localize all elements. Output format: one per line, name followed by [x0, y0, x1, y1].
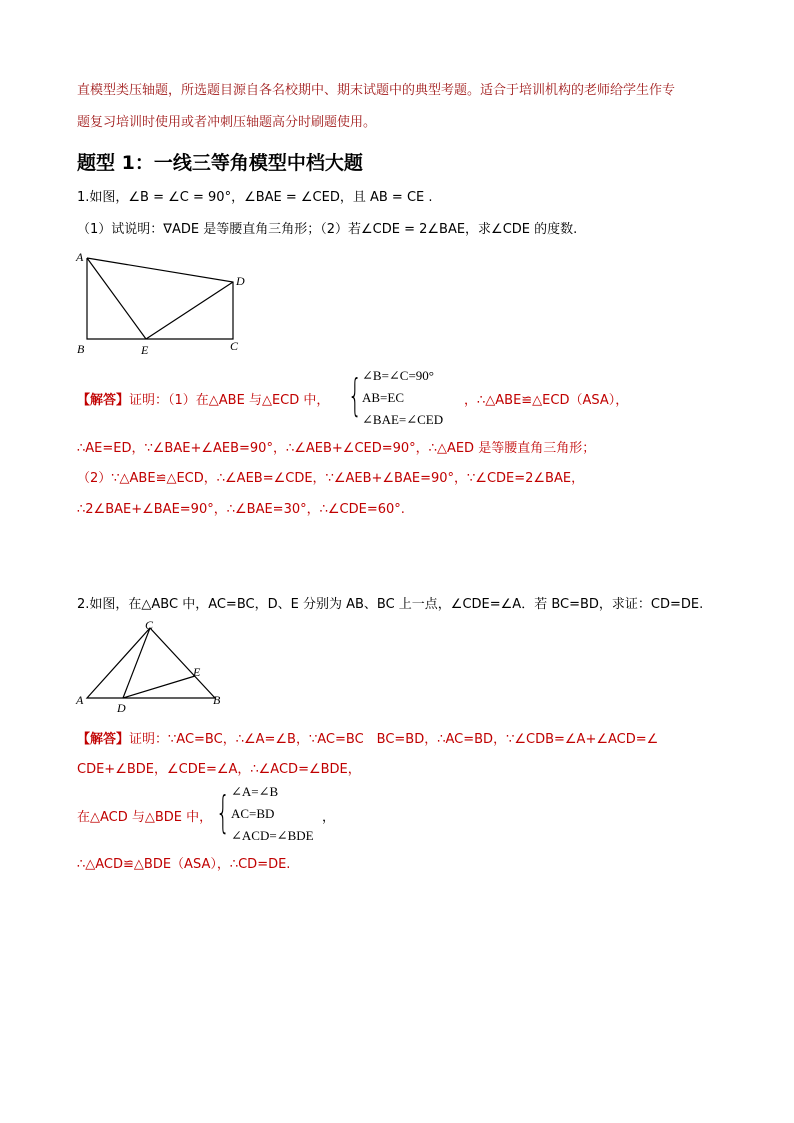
q2-system-brace: { [216, 787, 230, 838]
q1-label-b: B [77, 342, 85, 356]
q1-answer-tag: 【解答】 [77, 393, 130, 408]
q2-figure-segment-cd [123, 628, 150, 698]
q2-answer-line-1 [77, 728, 658, 747]
q1-figure-segment-ed [146, 282, 233, 339]
q1-system-row-3: ∠BAE=∠CED [362, 412, 444, 427]
q2-figure [70, 618, 235, 718]
q1-label-e: E [141, 343, 149, 357]
q2-label-e: E [193, 665, 201, 679]
q2-label-b: B [213, 693, 221, 707]
q1-system-brace: { [348, 370, 362, 421]
q1-label-a: A [76, 250, 84, 264]
section-title: 题型 1：一线三等角模型中档大题 [77, 152, 363, 174]
q2-answer-tag: 【解答】 [77, 732, 130, 747]
q1-answer-line-2: ∴AE=ED，∵∠BAE+∠AEB=90°，∴∠AEB+∠CED=90°，∴△AED 是等腰直角三角形； [77, 441, 596, 456]
q2-label-a: A [76, 693, 84, 707]
q2-label-c: C [145, 618, 154, 632]
q2-label-d: D [117, 701, 126, 715]
q1-answer-l1-pre: 证明：（1）在△ABE 与△ECD 中， [129, 393, 330, 408]
q1-stem: 1.如图，∠B = ∠C = 90°，∠BAE = ∠CED，且 AB = CE . [77, 190, 433, 205]
q1-parts: （1）试说明：∇ADE 是等腰直角三角形；（2）若∠CDE = 2∠BAE，求∠CDE 的度数. [77, 222, 578, 237]
q2-answer-line-4: ∴△ACD≌△BDE（ASA），∴CD=DE. [77, 857, 291, 872]
q2-answer-l3-pre: 在△ACD 与△BDE 中， [77, 810, 213, 825]
q2-system-row-3: ∠ACD=∠BDE [231, 828, 314, 843]
q2-system-row-1: ∠A=∠B [231, 784, 279, 799]
q2-answer-l1: 证明：∵AC=BC，∴∠A=∠B，∵AC=BC BC=BD，∴AC=BD，∵∠CDB=∠A+∠ACD=∠ [129, 732, 659, 747]
q1-figure-segment-ae [87, 258, 146, 339]
q2-answer-line-2: CDE+∠BDE，∠CDE=∠A，∴∠ACD=∠BDE， [77, 762, 361, 777]
q1-label-d: D [236, 274, 245, 288]
q1-answer-line-3: （2）∵△ABE≌△ECD，∴∠AEB=∠CDE，∵∠AEB+∠BAE=90°，∵∠CDE=2∠BAE， [77, 471, 585, 486]
q1-answer-line-1 [77, 389, 329, 408]
q2-figure-triangle [87, 628, 215, 698]
q1-answer-l1-post: ，∴△ABE≌△ECD（ASA）， [464, 393, 629, 408]
q2-answer-l3-post: ， [322, 810, 336, 825]
q2-system-row-2: AC=BD [231, 806, 275, 821]
q1-figure-outline [87, 258, 233, 339]
q2-stem: 2.如图，在△ABC 中，AC=BC，D、E 分别为 AB、BC 上一点，∠CDE=∠A．若 BC=BD，求证：CD=DE. [77, 597, 704, 612]
q2-figure-segment-de [123, 676, 195, 698]
q1-answer-line-4: ∴2∠BAE+∠BAE=90°，∴∠BAE=30°，∴∠CDE=60°. [77, 502, 405, 517]
intro-line-1: 直模型类压轴题，所选题目源自各名校期中、期末试题中的典型考题。适合于培训机构的老师给学生作专 [77, 83, 676, 98]
q1-system-row-1: ∠B=∠C=90° [362, 368, 434, 383]
intro-line-2: 题复习培训时使用或者冲刺压轴题高分时刷题使用。 [77, 115, 377, 130]
q1-system-row-2: AB=EC [362, 390, 405, 405]
q1-figure [70, 246, 260, 361]
q1-label-c: C [230, 339, 239, 353]
